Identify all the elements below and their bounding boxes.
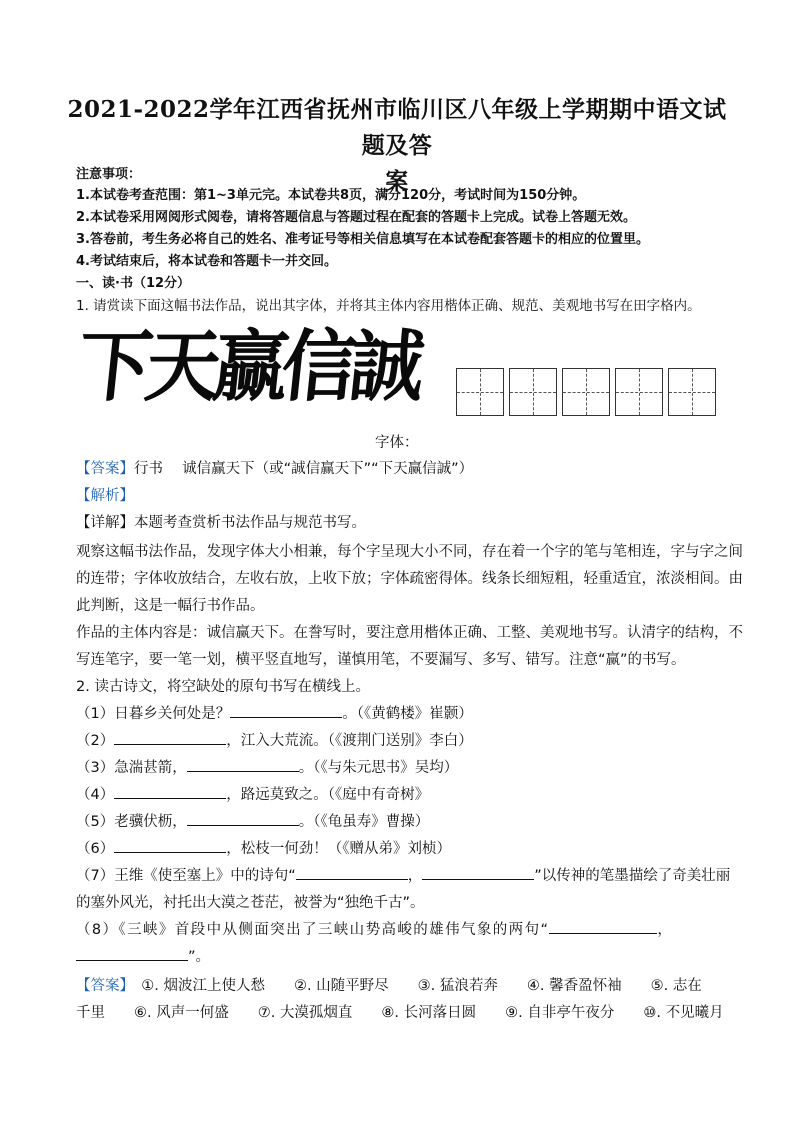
q2-prompt: 2. 读古诗文，将空缺处的原句书写在横线上。 [76, 679, 370, 695]
answers-line-2: 千里 ⑥. 风声一何盛 ⑦. 大漠孤烟直 ⑧. 长河落日圆 ⑨. 自非亭午夜分 ⑩. 不见曦月 [76, 1005, 724, 1021]
q1-answer [76, 457, 473, 478]
notice-item: 3.答卷前，考生务必将自己的姓名、准考证号等相关信息填写在本试卷配套答题卡的相应的位置里。 [76, 232, 649, 247]
item-text: 。（《龟虽寿》曹操） [298, 814, 430, 830]
tianzige-cell[interactable] [668, 368, 716, 416]
item-text: ，路远莫致之。（《庭中有奇树》 [226, 787, 430, 803]
section-heading: 一、读·书（12分） [76, 276, 191, 291]
answer-blank[interactable] [76, 946, 188, 961]
answer-blank[interactable] [296, 865, 408, 880]
item-text: 。（《黄鹤楼》崔颢） [342, 706, 473, 722]
item-text: ， [407, 868, 423, 884]
q2-answers [76, 974, 702, 995]
detail-line: 的连带；字体收放结合，左收右放，上收下放；字体疏密得体。线条长细短粗，轻重适宜，浓淡相间。由 [76, 571, 743, 587]
answer-blank[interactable] [422, 865, 534, 880]
detail-line: 写连笔字，要一笔一划，横平竖直地写，谨慎用笔，不要漏写、多写、错写。注意“赢”的书写。 [76, 652, 686, 668]
item-text: ，松枝一何劲！（《赠从弟》刘桢） [226, 841, 451, 857]
notice-item: 2.本试卷采用网阅形式阅卷，请将答题信息与答题过程在配套的答题卡上完成。试卷上答题无效。 [76, 210, 636, 225]
answers-line-1: ①. 烟波江上使人愁 ②. 山随平野尽 ③. 猛浪若奔 ④. 馨香盈怀袖 ⑤. 志在 [141, 978, 702, 994]
detail-line: 作品的主体内容是：诚信赢天下。在誊写时，要注意用楷体正确、工整、美观地书写。认清字的结构，不 [76, 625, 743, 641]
q1-analysis [76, 484, 134, 505]
q2-item-7-cont: 的塞外风光，衬托出大漠之苍茫，被誉为“独绝千古”。 [76, 895, 425, 911]
q2-item-6 [76, 837, 451, 858]
item-text: （4） [76, 787, 115, 803]
tianzige-grid [456, 368, 716, 416]
answer-tag: 【答案】 [76, 461, 134, 477]
item-text: ”。 [188, 949, 211, 965]
q2-item-3 [76, 756, 458, 777]
notice-heading: 注意事项： [76, 167, 142, 182]
answer-blank[interactable] [549, 919, 657, 934]
q2-item-8 [76, 918, 673, 939]
tianzige-cell[interactable] [509, 368, 557, 416]
q2-item-8-cont [76, 945, 210, 966]
item-text: （1）日暮乡关何处是？ [76, 706, 231, 722]
answer-blank[interactable] [114, 838, 226, 853]
analysis-tag: 【解析】 [76, 488, 134, 504]
title-line-2: 案 [385, 168, 409, 195]
q2-item-5 [76, 810, 429, 831]
title-line-1: 2021-2022学年江西省抚州市临川区八年级上学期期中语文试题及答 [67, 96, 727, 159]
calligraphy-artwork: 下天赢信誠 [73, 321, 423, 413]
detail-tag: 【详解】 [76, 515, 134, 531]
item-text: （5）老骥伏枥， [76, 814, 187, 830]
item-text: ， [657, 922, 674, 938]
answer-blank[interactable] [114, 784, 226, 799]
q2-item-7 [76, 864, 730, 885]
answer-blank[interactable] [187, 757, 299, 772]
q2-item-1 [76, 702, 473, 723]
tianzige-cell[interactable] [562, 368, 610, 416]
font-label: 字体： [375, 435, 419, 451]
detail-line: 此判断，这是一幅行书作品。 [76, 598, 265, 614]
notice-item: 1.本试卷考查范围：第1~3单元完。本试卷共8页，满分120分，考试时间为150分钟。 [76, 188, 586, 203]
detail-first: 本题考查赏析书法作品与规范书写。 [134, 515, 366, 531]
q1-detail [76, 511, 366, 532]
item-text: ”以传神的笔墨描绘了奇美壮丽 [534, 868, 731, 884]
q1-prompt: 1. 请赏读下面这幅书法作品，说出其字体，并将其主体内容用楷体正确、规范、美观地书写在田字格内。 [76, 298, 701, 314]
item-text: （8）《三峡》首段中从侧面突出了三峡山势高峻的雄伟气象的两句“ [76, 922, 550, 938]
answer-blank[interactable] [114, 730, 226, 745]
item-text: 。（《与朱元思书》吴均） [298, 760, 459, 776]
answer-blank[interactable] [230, 703, 342, 718]
item-text: （6） [76, 841, 115, 857]
item-text: （2） [76, 733, 115, 749]
tianzige-cell[interactable] [456, 368, 504, 416]
item-text: （3）急湍甚箭， [76, 760, 187, 776]
tianzige-cell[interactable] [615, 368, 663, 416]
detail-line: 观察这幅书法作品，发现字体大小相兼，每个字呈现大小不同，存在着一个字的笔与笔相连，字与字之间 [76, 544, 743, 560]
notice-item: 4.考试结束后，将本试卷和答题卡一并交回。 [76, 254, 337, 269]
q2-item-4 [76, 783, 429, 804]
q2-item-2 [76, 729, 473, 750]
answer-blank[interactable] [187, 811, 299, 826]
item-text: （7）王维《使至塞上》中的诗句“ [76, 868, 296, 884]
answer-tag: 【答案】 [76, 978, 127, 994]
item-text: ，江入大荒流。（《渡荆门送别》李白） [226, 733, 473, 749]
answer-text: 行书 诚信赢天下（或“誠信赢天下”“下天赢信誠”） [134, 461, 474, 477]
